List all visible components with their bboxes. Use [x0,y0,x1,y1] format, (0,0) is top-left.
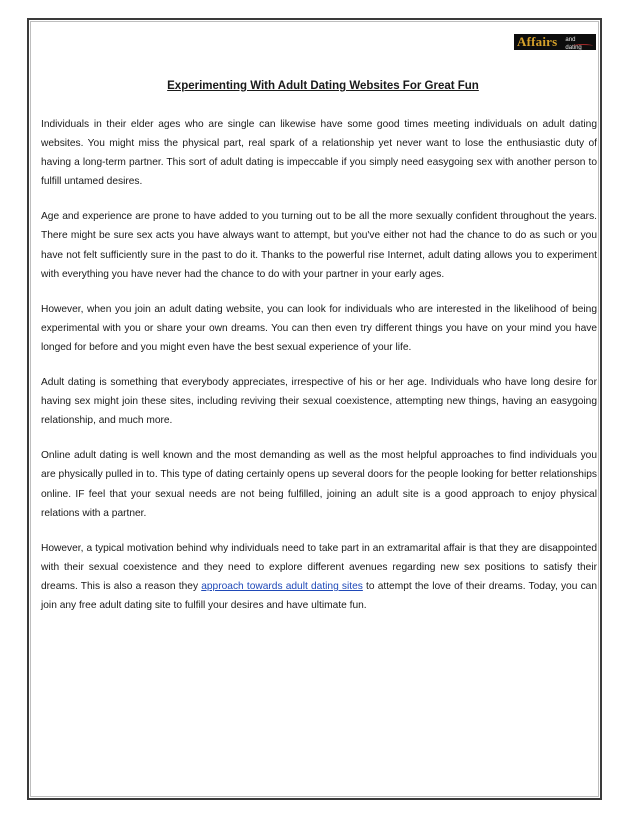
logo-sub-text: and dating [565,37,582,51]
affairs-logo [514,34,596,50]
adult-dating-sites-link[interactable]: approach towards adult dating sites [201,580,363,592]
paragraph-4: Adult dating is something that everybody appreciates, irrespective of his or her age. Individuals who have long desire for having sex might join these sites, including reviving their sexual coexistence, attempting new things, having an easygoing relationship, and much more. [41,377,597,427]
paragraph-6-text-before-link: However, a typical motivation behind why individuals need to take part in an extramarital affair is that they are disappointed with their sexual coexistence and they need to explore different avenues regarding new sex positions to satisfy their dreams. This is also a reason they [41,542,597,592]
paragraph-1: Individuals in their elder ages who are single can likewise have some good times meeting individuals on adult dating websites. You might miss the physical part, real spark of a relationship yet never want to lose the enthusiastic duty of having a long-term partner. This sort of adult dating is impeccable if you simply need easygoing sex with another person to fulfill untamed desires. [41,119,597,188]
document-body [41,78,597,631]
paragraph-6-text-after-link: to attempt the love of their dreams. Today, you can join any free adult dating site to fulfill your desires and have ultimate fun. [41,580,597,611]
logo-main-text: Affairs [517,34,558,49]
paragraph-6 [41,539,597,615]
paragraph-5: Online adult dating is well known and the most demanding as well as the most helpful approaches to find individuals you are physically pulled in to. This type of dating certainly opens up several doors for the people looking for better relationships online. IF feel that your sexual needs are not being fulfilled, joining an adult site is a good approach to enjoy physical relations with a partner. [41,450,597,519]
paragraph-3: However, when you join an adult dating website, you can look for individuals who are interested in the likelihood of being experimental with you or share your own dreams. You can then even try different things you have on your mind you have longed for before and you might even have the best sexual experience of your life. [41,303,597,353]
paragraph-2: Age and experience are prone to have added to you turning out to be all the more sexually confident throughout the years. There might be sure sex acts you have always want to attempt, but you've either not had the chance to do as such or you have not felt sufficiently sure in the past to do it. Thanks to the powerful rise Internet, adult dating allows you to experiment with everything you have never had the chance to do with your partner in your early ages. [41,211,597,280]
logo-swoosh-icon [573,44,593,48]
document-title: Experimenting With Adult Dating Websites For Great Fun [167,80,479,92]
